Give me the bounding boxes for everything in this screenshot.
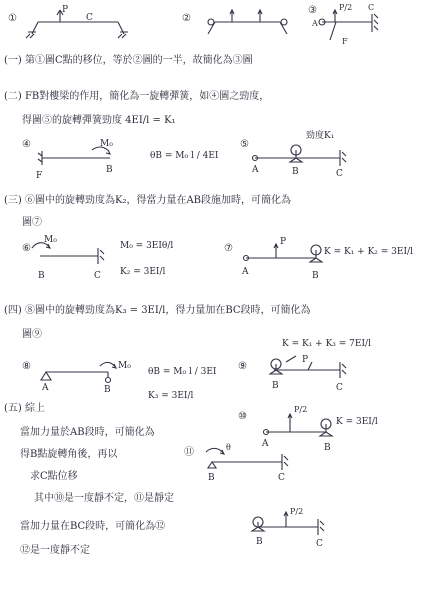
figure-6-number: ⑥ [22,243,31,254]
figure-3-f-label: F [342,37,348,46]
figure-6-formula-1: M₀ = 3EIθ/l [120,241,174,251]
figure-8-a-label: A [42,383,49,393]
figure-5-b-label: B [292,167,299,177]
section-4-line-2: 圖⑨ [22,329,42,340]
section-5-line-6: ⑫是一度靜不定 [20,545,90,556]
figure-11-theta-label: θ [226,443,231,452]
figure-7-a-label: A [242,267,249,277]
figure-10-stiffness: K = 3EI/l [336,417,378,427]
figure-10-b-label: B [324,443,331,453]
section-2-line-2: 得圖⑤的旋轉彈簧勁度 4EI/l = K₁ [22,115,176,126]
section-5-line-5: 當加力量在BC段時，可簡化為⑫ [20,521,166,532]
section-5-line-2: 得B點旋轉角後，再以 [20,449,118,460]
figure-2-number: ② [182,13,191,24]
section-3-line-2: 圖⑦ [22,217,42,228]
section-4-line-1: (四) ⑧圖中的旋轉勁度為K₃ = 3EI/l，得力量加在BC段時，可簡化為 [4,305,311,316]
figure-3-load-label: P/2 [339,3,353,12]
figure-10-number: ⑩ [238,411,247,422]
figure-7-stiffness: K = K₁ + K₂ = 3EI/l [324,247,413,257]
figure-6-beam [32,243,104,264]
figure-11-b-label: B [208,473,215,483]
figure-6-c-label: C [94,271,101,281]
figure-6-formula-2: K₂ = 3EI/l [120,267,166,277]
figure-5-c-label: C [336,169,343,179]
figure-7-load-label: P [280,237,287,247]
figure-12-c-label: C [316,539,323,549]
figure-12-beam [252,512,324,535]
figure-7-b-label: B [312,271,319,281]
figure-4-formula: θB = M₀ l / 4EI [150,151,219,161]
figure-8-formula-1: θB = M₀ l / 3EI [148,367,217,377]
figure-1-load-label: P [62,5,69,15]
figure-11-number: ⑪ [184,447,194,458]
figure-9-load-label: P [302,355,309,365]
figure-1-c-label: C [86,13,93,23]
figure-5-beam-with-spring [253,145,347,166]
figure-4-beam [38,147,110,165]
figure-7-number: ⑦ [224,243,233,254]
figure-3-half-frame [319,10,378,40]
figure-3-number: ③ [308,5,317,16]
figure-2-frame [208,10,287,34]
figure-5-spring-label: 勁度K₁ [306,131,335,141]
figure-5-a-label: A [252,165,259,175]
figure-6-moment-label: M₀ [44,235,57,245]
figure-5-number: ⑤ [240,139,249,150]
figure-9-stiffness: K = K₁ + K₃ = 7EI/l [282,339,371,349]
section-5-line-1: 當加力量於AB段時，可簡化為 [20,427,155,438]
section-3-line-1: (三) ⑥圖中的旋轉勁度為K₂，得當力量在AB段施加時，可簡化為 [4,195,292,206]
figure-12-load-label: P/2 [290,507,304,516]
figure-10-a-label: A [262,439,269,449]
section-2-line-1: (二) FB對樓梁的作用，簡化為一旋轉彈簧，如④圖之勁度， [4,91,270,102]
figure-10-beam [264,414,333,436]
figure-9-b-label: B [272,381,279,391]
figure-12-b-label: B [256,537,263,547]
section-1-text: (一) 第①圖C點的移位，等於②圖的一半，故簡化為③圖 [4,55,253,66]
figure-11-beam [206,448,288,470]
figure-4-b-label: B [106,165,113,175]
figure-6-b-label: B [38,271,45,281]
section-5-line-4: 其中⑩是一度靜不定，⑪是靜定 [34,493,174,504]
figure-8-beam [41,362,116,382]
figure-8-moment-label: M₀ [118,361,131,371]
figure-9-number: ⑨ [238,361,247,372]
figure-1-beam [26,10,128,38]
figure-9-c-label: C [336,383,343,393]
figure-8-formula-2: K₃ = 3EI/l [148,391,194,401]
figure-4-number: ④ [22,139,31,150]
figure-10-load-label: P/2 [294,405,308,414]
figure-3-c-label: C [368,3,375,12]
figure-3-a-label: A [312,19,318,28]
figure-4-moment-label: M₀ [100,139,113,149]
figure-4-f-label: F [36,171,43,181]
section-5-heading: (五) 綜上 [4,403,45,414]
figure-8-number: ⑧ [22,361,31,372]
figure-11-c-label: C [278,473,285,483]
figure-1-number: ① [8,13,17,24]
section-5-line-3: 求C點位移 [30,471,78,482]
figure-8-b-label: B [104,385,111,395]
